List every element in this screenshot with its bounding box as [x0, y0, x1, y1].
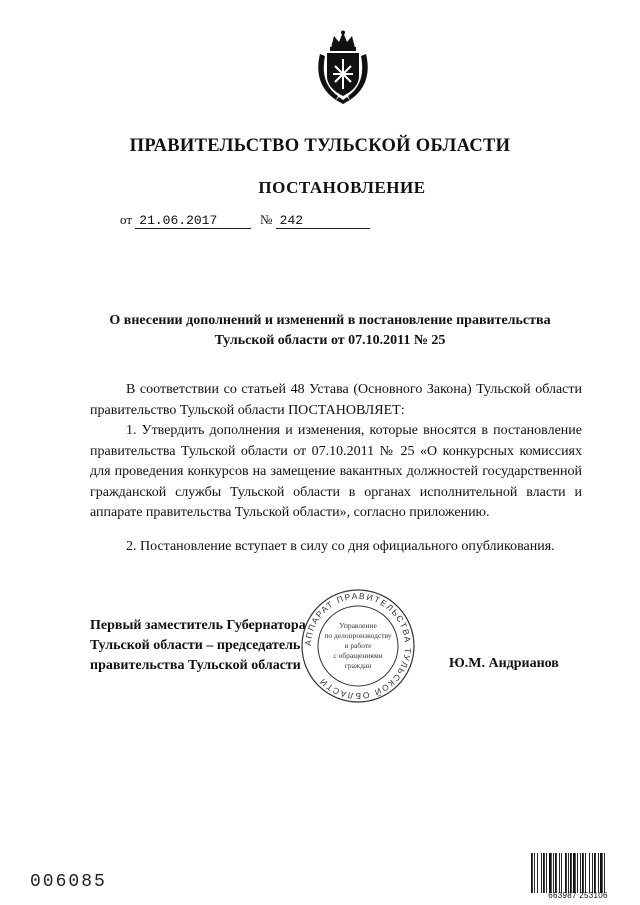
barcode-bar [582, 853, 584, 893]
barcode-bar [598, 853, 599, 893]
barcode-bar [585, 853, 586, 893]
date-value: 21.06.2017 [139, 213, 218, 228]
stamp-line-3: и работе [344, 641, 372, 650]
stamp-line-4: с обращениями [333, 651, 383, 660]
signature-title-line-2: Тульской области – председатель [90, 638, 301, 653]
barcode-bar [570, 853, 572, 893]
number-field [260, 212, 370, 229]
stamp-line-5: граждан [344, 661, 372, 670]
barcode-bar [537, 853, 538, 893]
barcode-bar [604, 853, 605, 893]
date-prefix: от [120, 212, 133, 227]
signature-block [90, 616, 306, 676]
stamp-ring-text: АППАРАТ ПРАВИТЕЛЬСТВА ТУЛЬСКОЙ ОБЛАСТИ [302, 590, 414, 702]
barcode-bar [580, 853, 581, 893]
barcode [530, 853, 626, 893]
barcode-bar [531, 853, 533, 893]
number-prefix: № [260, 212, 273, 227]
barcode-bar [565, 853, 567, 893]
subject-line-1: О внесении дополнений и изменений в постановление правительства [109, 313, 551, 328]
coat-of-arms-emblem [314, 30, 372, 106]
barcode-bar [559, 853, 560, 893]
signature-title-line-3: правительства Тульской области [90, 658, 301, 673]
signature-title-line-1: Первый заместитель Губернатора [90, 618, 306, 633]
item-2-paragraph: 2. Постановление вступает в силу со дня официального опубликования. [126, 539, 555, 554]
preamble-paragraph: В соответствии со статьей 48 Устава (Основного Закона) Тульской области правительство Тульской области ПОСТАНОВЛЯЕТ: [90, 382, 582, 418]
barcode-bar [555, 853, 557, 893]
barcode-bar [592, 853, 593, 893]
signer-name: Ю.М. Андрианов [449, 656, 559, 671]
government-title: ПРАВИТЕЛЬСТВО ТУЛЬСКОЙ ОБЛАСТИ [129, 136, 511, 156]
barcode-bar [589, 853, 590, 893]
subject-line-2: Тульской области от 07.10.2011 № 25 [214, 333, 446, 348]
stamp-line-1: Управление [339, 621, 377, 630]
barcode-bar [561, 853, 562, 893]
barcode-bar [594, 853, 596, 893]
barcode-bar [553, 853, 554, 893]
item-1-paragraph: 1. Утвердить дополнения и изменения, которые вносятся в постановление правительства Тульской области от 07.10.2011 № 25 «О конкурсных комиссиях для проведения конкурсов на замещение вакантных должностей государственной гражданской службы Тульской области в органах исполнительной власти и аппарате правительства Тульской области», согласно приложению. [90, 423, 582, 520]
barcode-bar [568, 853, 569, 893]
barcode-bar [541, 853, 542, 893]
barcode-bar [546, 853, 547, 893]
official-stamp [298, 586, 418, 706]
barcode-bar [600, 853, 603, 893]
date-value-wrapper [135, 212, 251, 229]
stamp-line-2: по делопроизводству [324, 631, 392, 640]
document-type: ПОСТАНОВЛЕНИЕ [258, 178, 426, 197]
barcode-digits: 663987 253106 [548, 891, 608, 900]
date-field [120, 212, 251, 229]
barcode-bar [543, 853, 545, 893]
number-value: 242 [279, 213, 304, 228]
document-serial-number: 006085 [30, 872, 107, 892]
barcode-bar [534, 853, 535, 893]
number-value-wrapper [276, 212, 370, 229]
barcode-bar [573, 853, 576, 893]
subject-heading [60, 311, 600, 351]
barcode-bar [577, 853, 578, 893]
barcode-bar [549, 853, 552, 893]
